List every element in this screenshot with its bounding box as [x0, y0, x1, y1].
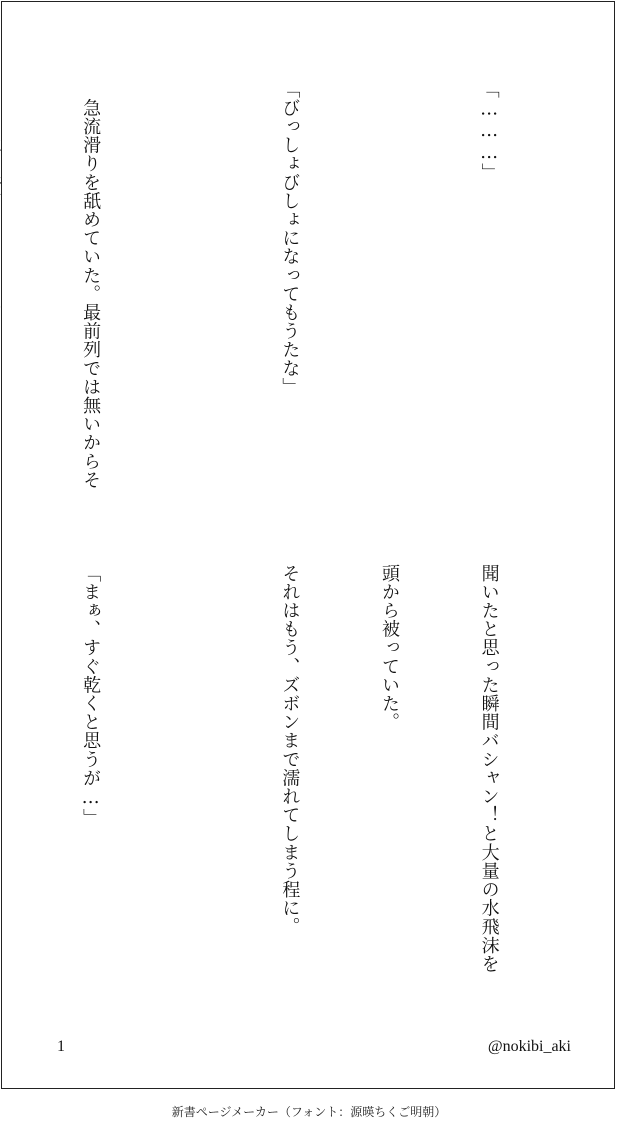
text-line: [373, 80, 406, 520]
lower-text-block: [32, 564, 572, 1004]
text-line: 聞いたと思った瞬間バシャン！と大量の水飛沫を: [478, 564, 500, 974]
text-line: [0, 80, 8, 520]
author-handle: @nokibi_aki: [487, 1038, 571, 1055]
text-line: 「まぁ、すぐ乾くと思うが…」: [80, 564, 102, 828]
footer-credit: 新書ページメーカー（フォント：源暎ちくご明朝）: [171, 1105, 447, 1119]
upper-text-block: [32, 80, 572, 520]
text-line: それはもう、ズボンまで濡れてしまう程に。: [279, 564, 301, 936]
text-line: 「………」: [478, 80, 500, 182]
text-line: [174, 564, 207, 1004]
page-frame: [1, 1, 615, 1089]
page-number: 1: [57, 1038, 65, 1055]
text-line: 「びっしょびしょになってもうたな」: [279, 80, 301, 397]
text-line: 急流滑りを舐めていた。最前列では無いからそ: [80, 80, 102, 490]
text-line: [0, 564, 8, 1004]
text-line: 頭から被っていた。: [378, 564, 400, 732]
text-line: [174, 80, 207, 520]
